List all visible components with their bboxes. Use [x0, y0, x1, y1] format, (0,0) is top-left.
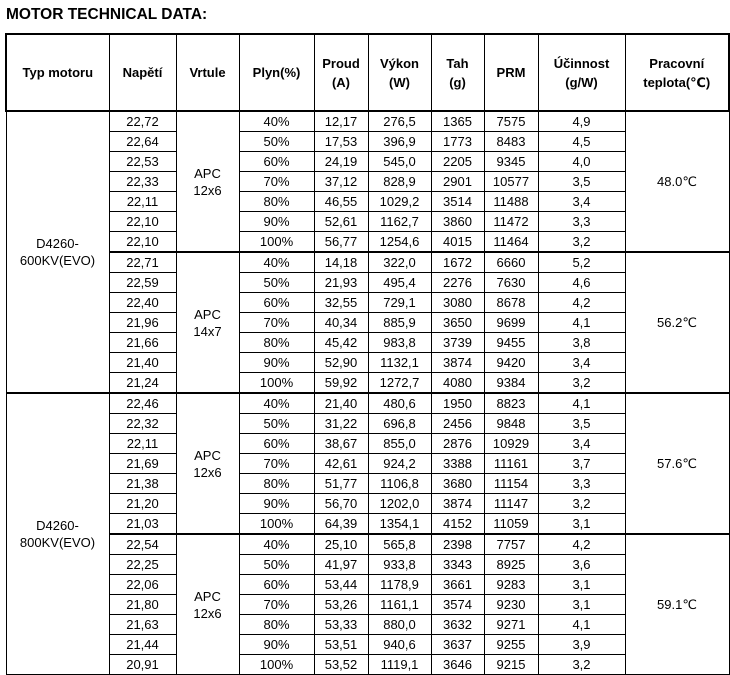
rpm-cell: 8823: [484, 393, 538, 414]
voltage-cell: 21,24: [109, 373, 176, 394]
table-row: [6, 373, 729, 394]
rpm-cell: 9283: [484, 575, 538, 595]
propeller-line2: 12x6: [193, 182, 222, 198]
power-cell: 924,2: [368, 454, 431, 474]
propeller-line1: APC: [194, 447, 221, 463]
current-cell: 42,61: [314, 454, 368, 474]
header-throttle: Plyn(%): [239, 34, 314, 111]
page-title: MOTOR TECHNICAL DATA:: [6, 6, 208, 23]
thrust-cell: 3650: [431, 313, 484, 333]
current-cell: 21,40: [314, 393, 368, 414]
header-temperature: [625, 34, 729, 111]
efficiency-cell: 3,2: [538, 232, 625, 253]
thrust-cell: 3860: [431, 212, 484, 232]
voltage-cell: 22,33: [109, 172, 176, 192]
rpm-cell: 9455: [484, 333, 538, 353]
thrust-cell: 3514: [431, 192, 484, 212]
voltage-cell: 22,54: [109, 534, 176, 555]
propeller-cell: [176, 534, 239, 675]
motor-type-line1: D4260-: [36, 236, 79, 251]
rpm-cell: 9420: [484, 353, 538, 373]
table-row: [6, 555, 729, 575]
table-row: [6, 313, 729, 333]
thrust-cell: 3646: [431, 655, 484, 675]
rpm-cell: 9345: [484, 152, 538, 172]
power-cell: 1132,1: [368, 353, 431, 373]
current-cell: 17,53: [314, 132, 368, 152]
efficiency-cell: 3,4: [538, 353, 625, 373]
thrust-cell: 1773: [431, 132, 484, 152]
rpm-cell: 9699: [484, 313, 538, 333]
header-power: [368, 34, 431, 111]
power-cell: 940,6: [368, 635, 431, 655]
current-cell: 46,55: [314, 192, 368, 212]
current-cell: 52,90: [314, 353, 368, 373]
voltage-cell: 21,80: [109, 595, 176, 615]
current-cell: 12,17: [314, 111, 368, 132]
current-cell: 51,77: [314, 474, 368, 494]
table-body: [6, 111, 729, 675]
current-cell: 31,22: [314, 414, 368, 434]
power-cell: 1162,7: [368, 212, 431, 232]
throttle-cell: 70%: [239, 313, 314, 333]
throttle-cell: 80%: [239, 474, 314, 494]
voltage-cell: 22,72: [109, 111, 176, 132]
power-cell: 495,4: [368, 273, 431, 293]
table-row: [6, 474, 729, 494]
table-row: [6, 414, 729, 434]
voltage-cell: 22,11: [109, 434, 176, 454]
efficiency-cell: 4,1: [538, 393, 625, 414]
throttle-cell: 90%: [239, 635, 314, 655]
propeller-line2: 14x7: [193, 323, 222, 339]
throttle-cell: 50%: [239, 132, 314, 152]
header-propeller: Vrtule: [176, 34, 239, 111]
efficiency-cell: 4,5: [538, 132, 625, 152]
thrust-cell: 3739: [431, 333, 484, 353]
power-cell: 696,8: [368, 414, 431, 434]
table-row: [6, 534, 729, 555]
table-row: [6, 252, 729, 273]
current-cell: 53,26: [314, 595, 368, 615]
throttle-cell: 60%: [239, 293, 314, 313]
power-cell: 1029,2: [368, 192, 431, 212]
rpm-cell: 11472: [484, 212, 538, 232]
voltage-cell: 22,46: [109, 393, 176, 414]
table-row: [6, 595, 729, 615]
power-cell: 1119,1: [368, 655, 431, 675]
voltage-cell: 21,20: [109, 494, 176, 514]
throttle-cell: 100%: [239, 655, 314, 675]
efficiency-cell: 3,3: [538, 212, 625, 232]
voltage-cell: 22,32: [109, 414, 176, 434]
throttle-cell: 40%: [239, 252, 314, 273]
throttle-cell: 80%: [239, 192, 314, 212]
throttle-cell: 40%: [239, 393, 314, 414]
throttle-cell: 50%: [239, 414, 314, 434]
throttle-cell: 60%: [239, 434, 314, 454]
efficiency-cell: 3,9: [538, 635, 625, 655]
power-cell: 1272,7: [368, 373, 431, 394]
voltage-cell: 22,06: [109, 575, 176, 595]
voltage-cell: 21,44: [109, 635, 176, 655]
efficiency-cell: 3,5: [538, 172, 625, 192]
efficiency-cell: 4,9: [538, 111, 625, 132]
throttle-cell: 80%: [239, 615, 314, 635]
table-row: [6, 232, 729, 253]
efficiency-cell: 3,3: [538, 474, 625, 494]
efficiency-cell: 3,4: [538, 434, 625, 454]
efficiency-cell: 4,1: [538, 313, 625, 333]
throttle-cell: 40%: [239, 534, 314, 555]
voltage-cell: 21,40: [109, 353, 176, 373]
efficiency-cell: 3,1: [538, 575, 625, 595]
thrust-cell: 3632: [431, 615, 484, 635]
header-power-label: Výkon: [379, 55, 419, 71]
propeller-cell: [176, 111, 239, 252]
power-cell: 1354,1: [368, 514, 431, 535]
throttle-cell: 50%: [239, 273, 314, 293]
current-cell: 53,51: [314, 635, 368, 655]
temperature-cell: 59.1℃: [625, 534, 729, 675]
motor-type-line1: D4260-: [36, 518, 79, 533]
propeller-cell: [176, 252, 239, 393]
power-cell: 729,1: [368, 293, 431, 313]
rpm-cell: 9271: [484, 615, 538, 635]
rpm-cell: 10577: [484, 172, 538, 192]
current-cell: 53,44: [314, 575, 368, 595]
efficiency-cell: 3,8: [538, 333, 625, 353]
efficiency-cell: 3,1: [538, 514, 625, 535]
throttle-cell: 70%: [239, 595, 314, 615]
power-cell: 933,8: [368, 555, 431, 575]
efficiency-cell: 4,6: [538, 273, 625, 293]
table-row: [6, 192, 729, 212]
header-current: [314, 34, 368, 111]
voltage-cell: 20,91: [109, 655, 176, 675]
table-row: [6, 273, 729, 293]
rpm-cell: 11154: [484, 474, 538, 494]
current-cell: 52,61: [314, 212, 368, 232]
voltage-cell: 22,40: [109, 293, 176, 313]
current-cell: 32,55: [314, 293, 368, 313]
throttle-cell: 90%: [239, 494, 314, 514]
thrust-cell: 3680: [431, 474, 484, 494]
thrust-cell: 2876: [431, 434, 484, 454]
temperature-cell: 48.0℃: [625, 111, 729, 252]
thrust-cell: 1365: [431, 111, 484, 132]
power-cell: 828,9: [368, 172, 431, 192]
header-efficiency: [538, 34, 625, 111]
voltage-cell: 22,71: [109, 252, 176, 273]
temperature-cell: 56.2℃: [625, 252, 729, 393]
thrust-cell: 3661: [431, 575, 484, 595]
motor-type-line2: 800KV(EVO): [19, 535, 96, 550]
efficiency-cell: 3,7: [538, 454, 625, 474]
power-cell: 1254,6: [368, 232, 431, 253]
table-row: [6, 514, 729, 535]
power-cell: 322,0: [368, 252, 431, 273]
rpm-cell: 11147: [484, 494, 538, 514]
current-cell: 45,42: [314, 333, 368, 353]
throttle-cell: 100%: [239, 514, 314, 535]
voltage-cell: 22,53: [109, 152, 176, 172]
table-row: [6, 434, 729, 454]
header-power-unit: (W): [389, 74, 410, 90]
table-row: [6, 635, 729, 655]
header-thrust-label: Tah: [446, 55, 469, 71]
efficiency-cell: 3,4: [538, 192, 625, 212]
power-cell: 855,0: [368, 434, 431, 454]
current-cell: 64,39: [314, 514, 368, 535]
efficiency-cell: 4,0: [538, 152, 625, 172]
header-voltage: Napětí: [109, 34, 176, 111]
thrust-cell: 2456: [431, 414, 484, 434]
efficiency-cell: 4,2: [538, 293, 625, 313]
propeller-line2: 12x6: [193, 605, 222, 621]
propeller-line1: APC: [194, 588, 221, 604]
throttle-cell: 60%: [239, 575, 314, 595]
efficiency-cell: 3,2: [538, 373, 625, 394]
table-row: [6, 393, 729, 414]
rpm-cell: 9384: [484, 373, 538, 394]
current-cell: 37,12: [314, 172, 368, 192]
voltage-cell: 22,11: [109, 192, 176, 212]
throttle-cell: 100%: [239, 232, 314, 253]
efficiency-cell: 3,2: [538, 494, 625, 514]
voltage-cell: 21,69: [109, 454, 176, 474]
thrust-cell: 1672: [431, 252, 484, 273]
voltage-cell: 22,25: [109, 555, 176, 575]
header-row: [6, 34, 729, 111]
throttle-cell: 60%: [239, 152, 314, 172]
motor-type-cell: [6, 393, 109, 675]
power-cell: 276,5: [368, 111, 431, 132]
propeller-line1: APC: [194, 306, 221, 322]
current-cell: 53,33: [314, 615, 368, 635]
motor-type-line2: 600KV(EVO): [19, 253, 96, 268]
rpm-cell: 8678: [484, 293, 538, 313]
current-cell: 14,18: [314, 252, 368, 273]
thrust-cell: 2276: [431, 273, 484, 293]
thrust-cell: 4152: [431, 514, 484, 535]
power-cell: 1106,8: [368, 474, 431, 494]
thrust-cell: 3637: [431, 635, 484, 655]
throttle-cell: 100%: [239, 373, 314, 394]
efficiency-cell: 4,1: [538, 615, 625, 635]
current-cell: 56,70: [314, 494, 368, 514]
rpm-cell: 7575: [484, 111, 538, 132]
header-efficiency-unit: (g/W): [565, 74, 598, 90]
header-temperature-unit: teplota(℃): [643, 74, 711, 90]
header-efficiency-label: Účinnost: [553, 55, 610, 71]
rpm-cell: 7757: [484, 534, 538, 555]
rpm-cell: 9848: [484, 414, 538, 434]
header-thrust-unit: (g): [449, 74, 466, 90]
thrust-cell: 3574: [431, 595, 484, 615]
efficiency-cell: 3,2: [538, 655, 625, 675]
efficiency-cell: 5,2: [538, 252, 625, 273]
propeller-line1: APC: [194, 165, 221, 181]
table-row: [6, 132, 729, 152]
voltage-cell: 22,64: [109, 132, 176, 152]
table-row: [6, 655, 729, 675]
throttle-cell: 90%: [239, 212, 314, 232]
table-row: [6, 172, 729, 192]
rpm-cell: 9255: [484, 635, 538, 655]
table-row: [6, 212, 729, 232]
motor-data-table: [5, 33, 730, 675]
throttle-cell: 90%: [239, 353, 314, 373]
voltage-cell: 22,10: [109, 212, 176, 232]
current-cell: 40,34: [314, 313, 368, 333]
thrust-cell: 3874: [431, 494, 484, 514]
power-cell: 1178,9: [368, 575, 431, 595]
current-cell: 56,77: [314, 232, 368, 253]
voltage-cell: 22,10: [109, 232, 176, 253]
voltage-cell: 21,96: [109, 313, 176, 333]
rpm-cell: 11161: [484, 454, 538, 474]
current-cell: 38,67: [314, 434, 368, 454]
rpm-cell: 11059: [484, 514, 538, 535]
table-row: [6, 494, 729, 514]
header-current-unit: (A): [331, 74, 351, 90]
header-thrust: [431, 34, 484, 111]
thrust-cell: 2205: [431, 152, 484, 172]
table-row: [6, 152, 729, 172]
power-cell: 983,8: [368, 333, 431, 353]
table-row: [6, 293, 729, 313]
header-rpm: PRM: [484, 34, 538, 111]
header-current-label: Proud: [322, 55, 360, 71]
rpm-cell: 9230: [484, 595, 538, 615]
propeller-line2: 12x6: [193, 464, 222, 480]
motor-type-cell: [6, 111, 109, 393]
thrust-cell: 2901: [431, 172, 484, 192]
power-cell: 885,9: [368, 313, 431, 333]
efficiency-cell: 3,6: [538, 555, 625, 575]
current-cell: 21,93: [314, 273, 368, 293]
thrust-cell: 1950: [431, 393, 484, 414]
rpm-cell: 11488: [484, 192, 538, 212]
voltage-cell: 21,66: [109, 333, 176, 353]
thrust-cell: 2398: [431, 534, 484, 555]
efficiency-cell: 3,1: [538, 595, 625, 615]
table-row: [6, 111, 729, 132]
rpm-cell: 6660: [484, 252, 538, 273]
power-cell: 880,0: [368, 615, 431, 635]
throttle-cell: 40%: [239, 111, 314, 132]
current-cell: 24,19: [314, 152, 368, 172]
table-row: [6, 333, 729, 353]
current-cell: 53,52: [314, 655, 368, 675]
rpm-cell: 8483: [484, 132, 538, 152]
rpm-cell: 7630: [484, 273, 538, 293]
header-motor-type: Typ motoru: [6, 34, 109, 111]
voltage-cell: 21,03: [109, 514, 176, 535]
voltage-cell: 21,38: [109, 474, 176, 494]
table-row: [6, 615, 729, 635]
voltage-cell: 21,63: [109, 615, 176, 635]
rpm-cell: 10929: [484, 434, 538, 454]
voltage-cell: 22,59: [109, 273, 176, 293]
temperature-cell: 57.6℃: [625, 393, 729, 534]
rpm-cell: 11464: [484, 232, 538, 253]
throttle-cell: 70%: [239, 454, 314, 474]
power-cell: 565,8: [368, 534, 431, 555]
thrust-cell: 3874: [431, 353, 484, 373]
rpm-cell: 9215: [484, 655, 538, 675]
table-row: [6, 575, 729, 595]
rpm-cell: 8925: [484, 555, 538, 575]
efficiency-cell: 3,5: [538, 414, 625, 434]
efficiency-cell: 4,2: [538, 534, 625, 555]
header-temperature-label: Pracovní: [649, 55, 705, 71]
propeller-cell: [176, 393, 239, 534]
table-row: [6, 353, 729, 373]
throttle-cell: 70%: [239, 172, 314, 192]
current-cell: 25,10: [314, 534, 368, 555]
power-cell: 1161,1: [368, 595, 431, 615]
thrust-cell: 3388: [431, 454, 484, 474]
current-cell: 41,97: [314, 555, 368, 575]
thrust-cell: 3080: [431, 293, 484, 313]
power-cell: 480,6: [368, 393, 431, 414]
thrust-cell: 4080: [431, 373, 484, 394]
power-cell: 396,9: [368, 132, 431, 152]
thrust-cell: 3343: [431, 555, 484, 575]
power-cell: 1202,0: [368, 494, 431, 514]
thrust-cell: 4015: [431, 232, 484, 253]
power-cell: 545,0: [368, 152, 431, 172]
table-row: [6, 454, 729, 474]
throttle-cell: 50%: [239, 555, 314, 575]
throttle-cell: 80%: [239, 333, 314, 353]
current-cell: 59,92: [314, 373, 368, 394]
